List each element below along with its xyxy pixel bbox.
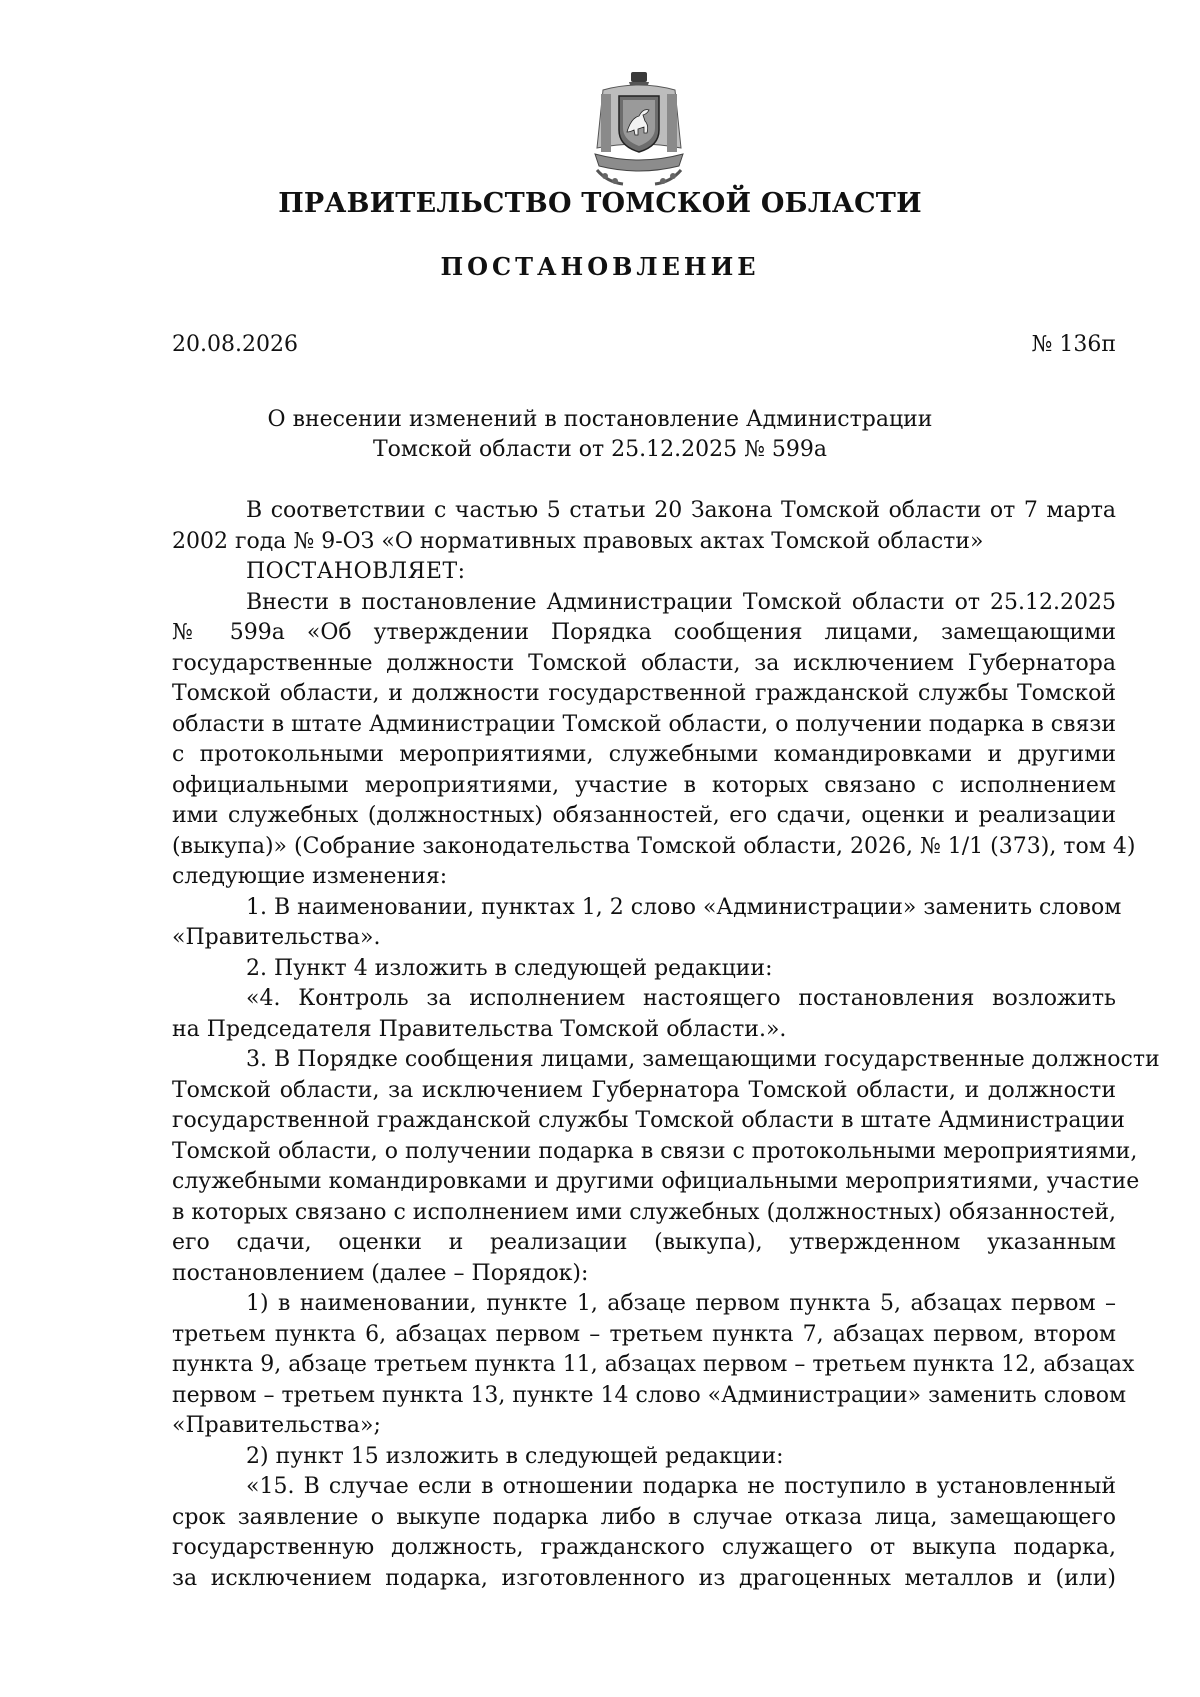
text-line: «4. Контроль за исполнением настоящего постановления возложить: [246, 986, 1116, 1011]
text-line: «15. В случае если в отношении подарка не поступило в установленный: [246, 1474, 1116, 1499]
text-line: государственную должность, гражданского служащего от выкупа подарка,: [172, 1535, 1116, 1560]
text-line: «Правительства».: [172, 925, 381, 950]
coat-of-arms-emblem: [587, 70, 691, 186]
decree-word: ПОСТАНОВЛЯЕТ:: [246, 559, 466, 584]
text-line: № 599а «Об утверждении Порядка сообщения лицами, замещающими: [172, 620, 1116, 645]
text-line: 2. Пункт 4 изложить в следующей редакции:: [246, 955, 773, 981]
text-line: 2) пункт 15 изложить в следующей редакции:: [246, 1443, 784, 1469]
text-line: его сдачи, оценки и реализации (выкупа), утвержденном указанным: [172, 1230, 1116, 1255]
text-line: Томской области, о получении подарка в связи с протокольными мероприятиями,: [172, 1138, 1138, 1164]
text-line: служебными командировками и другими официальными мероприятиями, участие: [172, 1169, 1140, 1194]
text-line: третьем пункта 6, абзацах первом – третьем пункта 7, абзацах первом, втором: [172, 1321, 1116, 1347]
document-body: [172, 496, 1160, 1594]
item-3-2-paragraph: [172, 1442, 1116, 1473]
text-line: в которых связано с исполнением ими служебных (должностных) обязанностей,: [172, 1199, 1116, 1225]
item-2-quote-paragraph: [172, 984, 1116, 1045]
text-line: государственной гражданской службы Томской области в штате Администрации: [172, 1108, 1125, 1133]
item-3-1-paragraph: [172, 1289, 1135, 1442]
text-line: пункта 9, абзаце третьем пункта 11, абзацах первом – третьем пункта 12, абзацах: [172, 1352, 1135, 1377]
document-type-title: ПОСТАНОВЛЕНИЕ: [440, 252, 760, 281]
text-line: срок заявление о выкупе подарка либо в случае отказа лица, замещающего: [172, 1504, 1116, 1530]
text-line: постановлением (далее – Порядок):: [172, 1260, 589, 1286]
text-line: официальными мероприятиями, участие в которых связано с исполнением: [172, 772, 1116, 798]
text-line: за исключением подарка, изготовленного из драгоценных металлов и (или): [172, 1565, 1116, 1591]
subject-line: О внесении изменений в постановление Администрации: [267, 407, 933, 432]
subject-line: Томской области от 25.12.2025 № 599а: [372, 437, 828, 462]
text-line: Томской области, за исключением Губернатора Томской области, и должности: [172, 1077, 1116, 1103]
intro-paragraph: [172, 588, 1136, 893]
document-subject: [0, 405, 1200, 465]
item-1-paragraph: [172, 893, 1122, 954]
document-date: 20.08.2026: [172, 332, 298, 357]
document-number: № 136п: [1031, 332, 1116, 357]
text-line: 1. В наименовании, пунктах 1, 2 слово «Администрации» заменить словом: [246, 894, 1122, 920]
text-line: первом – третьем пункта 13, пункте 14 слово «Администрации» заменить словом: [172, 1382, 1127, 1408]
text-line: следующие изменения:: [172, 864, 448, 889]
text-line: на Председателя Правительства Томской области.».: [172, 1016, 787, 1042]
text-line: (выкупа)» (Собрание законодательства Томской области, 2026, № 1/1 (373), том 4): [172, 833, 1136, 859]
text-line: 2002 года № 9-ОЗ «О нормативных правовых актах Томской области»: [172, 528, 984, 554]
item-3-paragraph: [172, 1045, 1160, 1289]
text-line: 3. В Порядке сообщения лицами, замещающими государственные должности: [246, 1047, 1160, 1072]
organization-title: ПРАВИТЕЛЬСТВО ТОМСКОЙ ОБЛАСТИ: [278, 188, 922, 219]
text-line: с протокольными мероприятиями, служебными командировками и другими: [172, 742, 1116, 767]
text-line: «Правительства»;: [172, 1413, 381, 1438]
item-3-2-quote-paragraph: [172, 1472, 1116, 1594]
text-line: Томской области, и должности государственной гражданской службы Томской: [172, 681, 1116, 706]
text-line: государственные должности Томской области, за исключением Губернатора: [172, 650, 1116, 676]
text-line: Внести в постановление Администрации Томской области от 25.12.2025: [246, 589, 1116, 615]
preamble-paragraph: [172, 496, 1116, 557]
text-line: ими служебных (должностных) обязанностей, его сдачи, оценки и реализации: [172, 803, 1116, 828]
item-2-paragraph: [172, 954, 1116, 985]
text-line: В соответствии с частью 5 статьи 20 Закона Томской области от 7 марта: [246, 498, 1116, 523]
text-line: 1) в наименовании, пункте 1, абзаце первом пункта 5, абзацах первом –: [246, 1291, 1116, 1316]
text-line: области в штате Администрации Томской области, о получении подарка в связи: [172, 711, 1116, 737]
